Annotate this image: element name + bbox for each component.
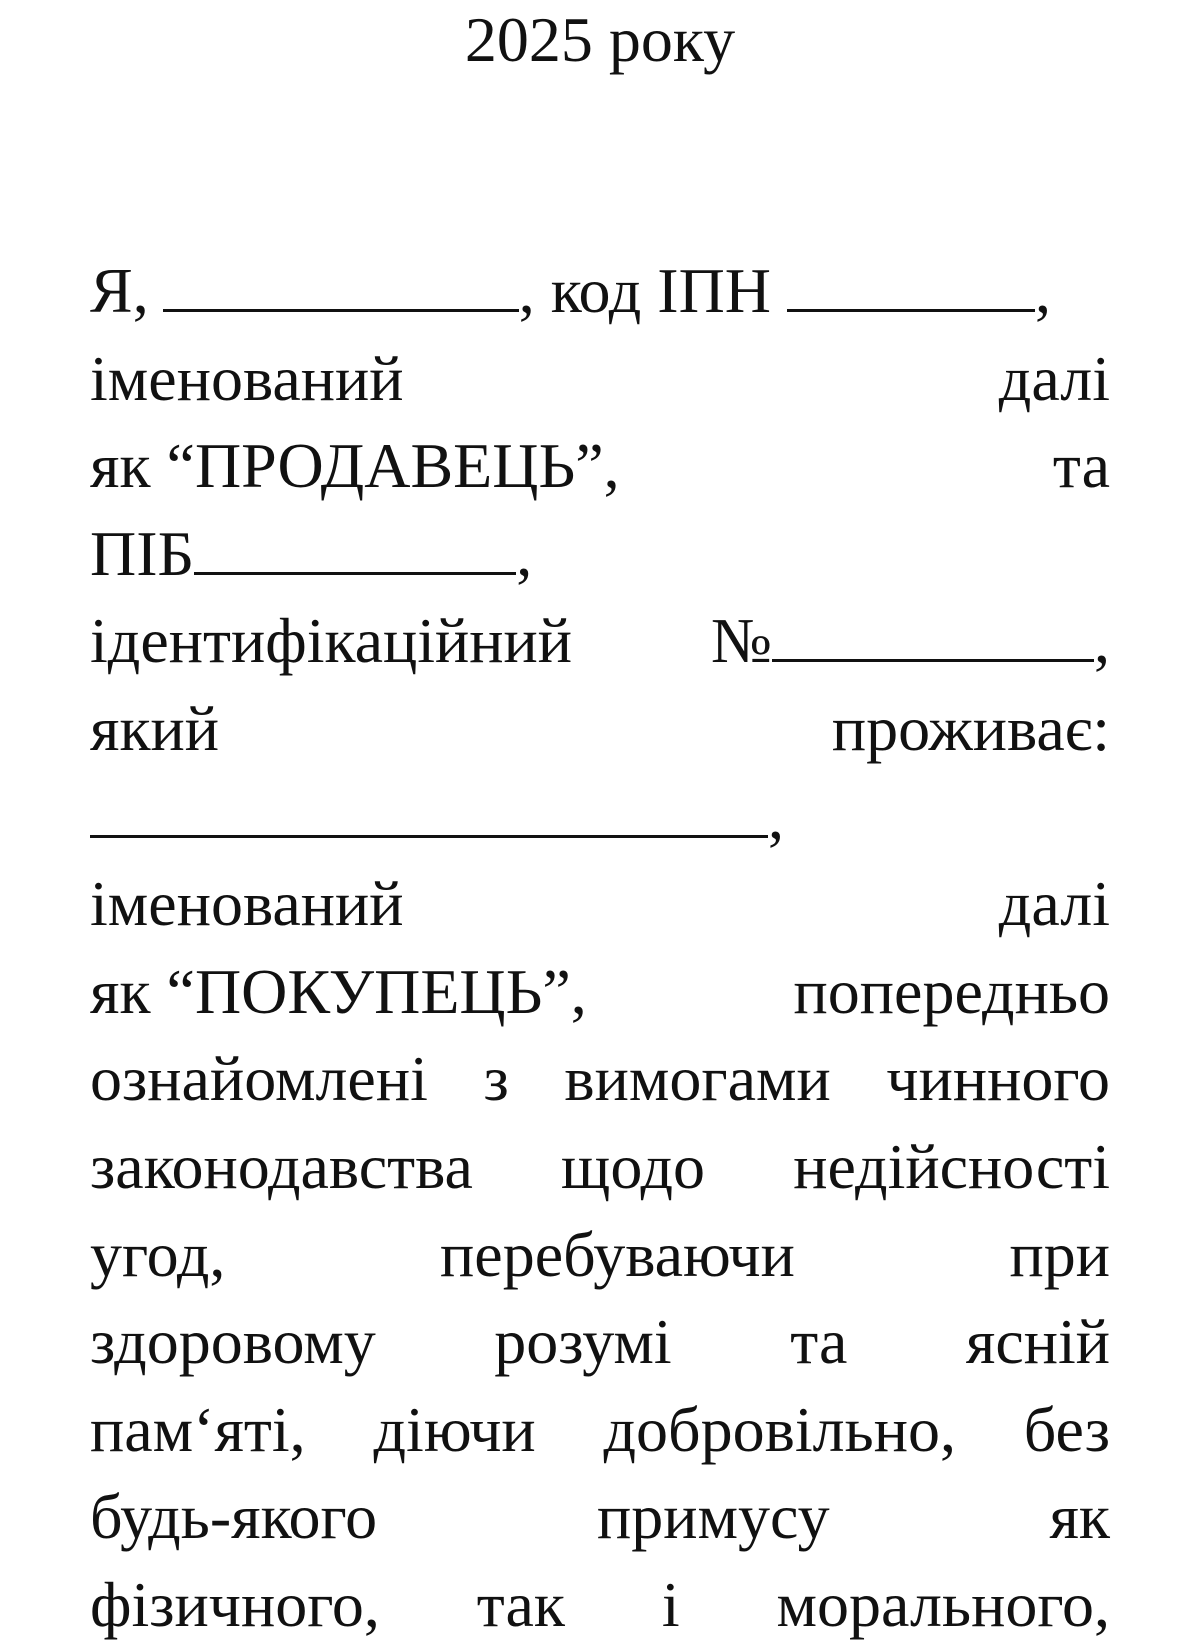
word: далі	[998, 868, 1110, 940]
word: чинного	[886, 1043, 1110, 1115]
buyer-name-blank[interactable]	[194, 524, 516, 575]
comma: ,	[516, 517, 533, 589]
word: діючи	[373, 1393, 536, 1465]
word: примусу	[597, 1481, 830, 1553]
word: далі	[998, 342, 1110, 414]
text-line	[90, 1473, 1110, 1561]
word: ознайомлені	[90, 1043, 428, 1115]
word: морального,	[776, 1568, 1110, 1640]
word: з	[483, 1043, 509, 1115]
seller-name-blank[interactable]	[163, 261, 519, 312]
word: та	[790, 1306, 848, 1378]
word: розумі	[494, 1306, 672, 1378]
text-line	[90, 335, 1110, 423]
word: добровільно,	[603, 1393, 956, 1465]
word: перебуваючи	[440, 1218, 795, 1290]
word: так	[476, 1568, 565, 1640]
document-date: 2025 року	[464, 4, 736, 75]
word: пам‘яті,	[90, 1393, 306, 1465]
seller-pronoun: Я,	[90, 255, 149, 326]
buyer-address-label: проживає:	[831, 692, 1110, 764]
buyer-role-label: як “ПОКУПЕЦЬ”,	[90, 955, 587, 1027]
seller-role-label: як “ПРОДАВЕЦЬ”,	[90, 430, 620, 502]
buyer-id-line	[90, 597, 1110, 685]
buyer-id-blank[interactable]	[772, 611, 1094, 662]
number-sign: №	[710, 605, 772, 677]
buyer-address-label-line	[90, 685, 1110, 773]
buyer-id-field	[711, 597, 1110, 685]
word: фізичного,	[90, 1568, 380, 1640]
seller-role-line	[90, 422, 1110, 510]
word: попередньо	[793, 955, 1110, 1027]
contract-preamble	[90, 247, 1110, 1649]
word: вимогами	[564, 1043, 831, 1115]
text-line	[90, 1211, 1110, 1299]
buyer-address-line	[90, 773, 1110, 861]
seller-name-line	[90, 247, 1110, 335]
comma: ,	[1035, 255, 1051, 326]
word: ясній	[965, 1306, 1110, 1378]
comma: ,	[1094, 605, 1110, 677]
word: угод,	[90, 1218, 226, 1290]
word: який	[90, 692, 220, 764]
word: як	[1049, 1481, 1110, 1553]
word: щодо	[561, 1130, 706, 1202]
text-line	[90, 1123, 1110, 1211]
text-line	[90, 1386, 1110, 1474]
word: іменований	[90, 342, 404, 414]
seller-tax-id-label: , код ІПН	[518, 255, 771, 326]
buyer-name-line	[90, 510, 1110, 598]
text-line	[90, 1298, 1110, 1386]
text-line-partial	[90, 1561, 1110, 1649]
text-line	[90, 860, 1110, 948]
word: будь-якого	[90, 1481, 378, 1553]
buyer-address-blank[interactable]	[90, 787, 768, 838]
word: законодавства	[90, 1130, 473, 1202]
word: і	[661, 1568, 680, 1640]
text-line	[90, 1035, 1110, 1123]
word: без	[1023, 1393, 1110, 1465]
word: недійсності	[793, 1130, 1110, 1202]
word: при	[1009, 1218, 1110, 1290]
seller-tax-id-blank[interactable]	[787, 261, 1035, 312]
word: іменований	[90, 868, 404, 940]
word: здоровому	[90, 1306, 376, 1378]
buyer-role-line	[90, 948, 1110, 1036]
comma: ,	[768, 780, 784, 852]
word: та	[1052, 430, 1110, 502]
buyer-id-label: ідентифікаційний	[90, 605, 573, 677]
buyer-name-label: ПІБ	[90, 517, 195, 589]
